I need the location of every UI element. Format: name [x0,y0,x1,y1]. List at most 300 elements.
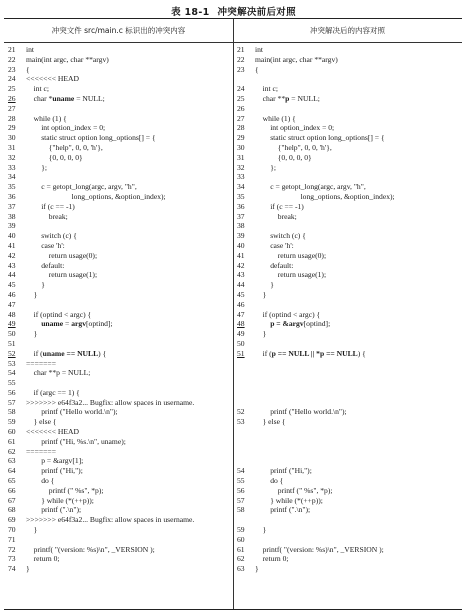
line-number: 48 [8,309,16,319]
right-code-line [237,114,462,124]
line-text [26,65,30,74]
right-code-line [237,251,462,261]
bold-code-fragment: argv [71,319,86,329]
line-text [26,55,109,64]
code-fragment: } [255,329,267,339]
right-code-line [237,564,462,574]
left-code-line [8,496,233,506]
line-text [26,163,47,172]
code-fragment: printf( "(version: %s)\n", _VERSION ); [26,544,155,554]
left-code-line [8,123,233,133]
line-number: 57 [237,495,245,505]
right-code-line [237,515,462,525]
code-fragment: main(int argc, char **argv) [26,54,109,64]
code-fragment: while (1) { [255,113,296,123]
left-code-line [8,300,233,310]
code-fragment: } [26,564,30,574]
line-text [26,515,194,524]
line-number: 73 [8,554,16,564]
line-text [255,476,283,485]
line-text [255,212,297,221]
bold-code-fragment: uname [41,319,64,329]
line-number: 48 [237,319,245,329]
code-fragment: int option_index = 0; [255,123,335,133]
line-number: 37 [237,211,245,221]
line-number: 45 [237,289,245,299]
left-code-line [8,241,233,251]
left-code-line [8,339,233,349]
left-column-header: 冲突文件 src/main.c 标识出的冲突内容 [4,19,233,43]
line-text [26,368,90,377]
left-code-line [8,290,233,300]
right-code-line [237,456,462,466]
line-number: 71 [8,534,16,544]
line-text [26,114,67,123]
right-code-line [237,525,462,535]
code-fragment: } [26,280,45,290]
line-text [255,84,278,93]
line-number: 40 [8,231,16,241]
code-fragment: do { [26,476,55,486]
line-text [255,55,338,64]
line-number: 64 [8,466,16,476]
code-fragment: if (optind < argc) { [26,309,92,319]
line-text [26,290,37,299]
line-text [255,564,259,573]
line-text [26,251,97,260]
code-fragment: int [255,45,264,54]
line-number: 69 [8,515,16,525]
right-code-line [237,388,462,398]
line-number: 31 [8,142,16,152]
code-fragment: } [255,280,274,290]
line-number: 62 [237,554,245,564]
line-text [255,505,310,514]
line-number: 28 [8,113,16,123]
code-fragment: { [255,64,259,74]
line-number: 47 [8,299,16,309]
line-number: 21 [8,45,16,54]
code-fragment: return 0; [26,554,60,564]
line-number: 58 [237,505,245,515]
line-text [255,270,326,279]
line-number: 59 [237,525,245,535]
line-number: 24 [8,74,16,84]
line-text [26,437,126,446]
line-number: 25 [8,84,16,94]
code-fragment: return usage(1); [26,270,98,280]
left-code-line [8,192,233,202]
right-code-line [237,163,462,173]
line-number: 46 [8,289,16,299]
line-text [26,466,83,475]
line-number: 63 [237,564,245,574]
right-code-line [237,505,462,515]
code-fragment: = NULL; [74,93,105,103]
line-text [26,476,54,485]
line-text [26,192,166,201]
line-text [255,94,320,103]
line-number: 36 [237,201,245,211]
code-fragment: printf ("Hi,"); [255,466,312,476]
line-text [26,212,68,221]
right-code-line [237,172,462,182]
line-text [255,231,306,240]
line-number: 43 [8,260,16,270]
line-text [26,359,56,368]
line-text [255,310,320,319]
code-fragment: printf( "(version: %s)\n", _VERSION ); [255,544,384,554]
right-code-line [237,84,462,94]
line-text [255,163,276,172]
code-fragment: }; [255,162,276,172]
line-text [26,84,49,93]
left-code-line [8,486,233,496]
code-fragment: >>>>>>> e64f3a2... Bugfix: allow spaces in username. [26,397,195,407]
line-number: 74 [8,564,16,574]
left-code-line [8,94,233,104]
line-text [26,133,156,142]
comparison-table [4,18,462,610]
code-fragment [26,319,41,328]
table-title: 冲突解决前后对照 [217,7,296,18]
line-number: 40 [237,240,245,250]
left-code-line [8,398,233,408]
line-number: 39 [237,231,245,241]
line-number: 23 [8,64,16,74]
left-code-line [8,515,233,525]
line-number: 29 [8,123,16,133]
right-code-line [237,554,462,564]
code-fragment: printf (" %s", *p); [26,485,104,495]
line-text [26,329,37,338]
left-code-line [8,231,233,241]
line-text [26,153,83,162]
right-code-line [237,65,462,75]
code-fragment: char ** [255,93,286,103]
left-code-line [8,427,233,437]
line-text [255,261,293,270]
line-number: 38 [237,221,245,231]
line-number: 60 [237,534,245,544]
line-number: 50 [237,338,245,348]
code-fragment: int c; [255,84,278,94]
right-code-line [237,398,462,408]
left-code-line [8,143,233,153]
code-fragment: ) { [98,348,107,358]
right-code-line [237,329,462,339]
line-text [26,417,57,426]
left-code-line [8,133,233,143]
table-caption [0,4,467,18]
left-code-line [8,329,233,339]
right-code-line [237,261,462,271]
code-fragment: printf (" %s", *p); [255,485,333,495]
code-fragment: char * [26,93,53,103]
code-fragment: printf ("Hello world.\n"); [255,407,347,417]
line-number: 49 [237,329,245,339]
line-number: 63 [8,456,16,466]
line-number: 44 [237,280,245,290]
line-text [255,202,304,211]
code-fragment: [optind]; [86,319,113,329]
left-code-line [8,84,233,94]
line-text [26,202,75,211]
line-number: 61 [237,544,245,554]
line-number: 51 [8,338,16,348]
left-code-line [8,466,233,476]
code-fragment: { [26,64,30,74]
right-code-line [237,202,462,212]
left-code-line [8,172,233,182]
line-text [255,241,294,250]
right-code-line [237,378,462,388]
line-number: 42 [237,260,245,270]
left-code-line [8,554,233,564]
line-number: 30 [8,133,16,143]
left-code-line [8,45,233,55]
code-fragment: {"help", 0, 0, 'h'}, [26,142,103,152]
line-number: 26 [8,93,16,103]
line-text [26,554,60,563]
line-text [26,525,37,534]
left-code-line [8,378,233,388]
bold-code-fragment: p [285,93,290,103]
code-fragment: printf ("Hi,"); [26,466,83,476]
line-number: 24 [237,84,245,94]
code-fragment: >>>>>>> e64f3a2... Bugfix: allow spaces in username. [26,515,195,525]
code-fragment: <<<<<<< HEAD [26,74,79,84]
line-text [255,114,296,123]
line-number: 38 [8,211,16,221]
line-text [26,388,80,397]
line-number: 47 [237,309,245,319]
code-fragment: while (1) { [26,113,67,123]
code-fragment: p = &argv[1]; [26,456,84,466]
line-number: 52 [237,407,245,417]
line-text [255,545,384,554]
code-fragment: case 'h': [255,240,294,250]
right-code-line [237,104,462,114]
line-text [255,486,333,495]
left-code-line [8,221,233,231]
line-text [26,94,105,103]
left-code-line [8,447,233,457]
right-column-header: 冲突解决后的内容对照 [233,19,462,43]
code-fragment: ======= [26,358,56,368]
left-code-line [8,114,233,124]
line-number: 56 [237,485,245,495]
code-fragment: main(int argc, char **argv) [255,54,338,64]
code-fragment: c = getopt_long(argc, argv, "h", [26,182,137,192]
right-code-line [237,359,462,369]
left-code-line [8,104,233,114]
line-number: 52 [8,348,16,358]
table-number: 表 18-1 [171,7,210,18]
code-fragment: if (c == -1) [255,201,304,211]
left-code-line [8,407,233,417]
code-fragment: int [26,45,35,54]
left-code-line [8,310,233,320]
line-text [26,74,79,83]
code-fragment: return 0; [255,554,289,564]
line-number: 35 [8,182,16,192]
line-number: 54 [8,368,16,378]
bold-code-fragment: p == NULL || *p == NULL [271,348,358,358]
right-code-line [237,368,462,378]
line-number: 56 [8,387,16,397]
line-text [255,349,366,358]
code-fragment: switch (c) { [255,231,306,241]
line-number: 33 [237,172,245,182]
code-fragment: <<<<<<< HEAD [26,427,79,437]
line-number: 70 [8,525,16,535]
code-fragment: break; [26,211,68,221]
code-fragment: static struct option long_options[] = { [26,133,156,143]
right-code-line [237,123,462,133]
code-fragment: }; [26,162,47,172]
right-code-line [237,241,462,251]
right-code-line [237,417,462,427]
right-code-line [237,94,462,104]
left-code-line [8,525,233,535]
line-text [255,407,347,416]
code-fragment: default: [26,260,65,270]
right-code-line [237,466,462,476]
line-number: 68 [8,505,16,515]
code-fragment: } [255,289,267,299]
line-number: 27 [237,113,245,123]
left-code-line [8,349,233,359]
line-number: 49 [8,319,16,329]
line-number: 67 [8,495,16,505]
code-fragment: } else { [26,417,57,427]
left-code-line [8,319,233,329]
conflict-code-column [8,45,233,574]
line-number: 23 [237,64,245,74]
line-number: 55 [237,476,245,486]
right-code-line [237,55,462,65]
code-fragment: printf ("Hi, %s.\n", uname); [26,436,126,446]
code-fragment: [optind]; [303,319,331,329]
bold-code-fragment: p = &argv [270,319,304,329]
line-number: 22 [8,54,16,64]
code-fragment: if (optind < argc) { [255,309,321,319]
left-code-line [8,417,233,427]
code-fragment: long_options, &option_index); [255,191,395,201]
line-number: 37 [8,201,16,211]
line-text [255,45,263,54]
code-fragment: char **p = NULL; [26,368,91,378]
code-fragment: = [63,319,72,329]
right-code-line [237,212,462,222]
line-text [26,486,104,495]
line-number: 51 [237,348,245,358]
line-text [255,554,289,563]
code-fragment: break; [255,211,297,221]
line-number: 26 [237,103,245,113]
line-number: 66 [8,485,16,495]
right-code-line [237,447,462,457]
right-code-line [237,153,462,163]
line-text [255,153,312,162]
left-code-line [8,212,233,222]
line-number: 44 [8,270,16,280]
right-code-line [237,270,462,280]
line-text [26,564,30,573]
code-fragment: int c; [26,84,49,94]
line-number: 41 [8,240,16,250]
code-fragment: } [255,564,259,574]
line-text [26,261,64,270]
right-code-line [237,310,462,320]
code-fragment: return usage(0); [255,250,327,260]
right-code-line [237,290,462,300]
line-number: 35 [237,191,245,201]
line-number: 61 [8,436,16,446]
code-fragment: if (c == -1) [26,201,75,211]
code-fragment: } while (*(++p)); [255,495,323,505]
line-number: 32 [237,162,245,172]
code-fragment: ) { [357,348,366,358]
line-number: 53 [8,358,16,368]
line-text [255,280,274,289]
code-fragment: switch (c) { [26,231,77,241]
line-number: 31 [237,152,245,162]
line-text [26,349,106,358]
line-text [255,466,312,475]
right-code-line [237,349,462,359]
line-number: 43 [237,270,245,280]
code-fragment: } [255,525,267,535]
left-code-line [8,388,233,398]
line-number: 27 [8,103,16,113]
line-number: 72 [8,544,16,554]
line-number: 60 [8,427,16,437]
line-text [255,290,266,299]
code-fragment: } while (*(++p)); [26,495,94,505]
left-code-line [8,182,233,192]
right-code-line [237,476,462,486]
line-number: 21 [237,45,245,54]
left-code-line [8,545,233,555]
right-code-line [237,74,462,84]
line-text [255,143,332,152]
right-code-line [237,486,462,496]
code-fragment: = NULL; [289,93,320,103]
right-code-line [237,143,462,153]
line-text [26,545,155,554]
right-code-line [237,182,462,192]
line-number: 46 [237,299,245,309]
line-text [255,123,334,132]
line-text [26,143,103,152]
right-code-line [237,192,462,202]
line-number: 30 [237,142,245,152]
left-code-line [8,270,233,280]
line-text [26,123,105,132]
code-fragment: if ( [255,348,272,358]
code-fragment: {"help", 0, 0, 'h'}, [255,142,332,152]
code-fragment: case 'h': [26,240,65,250]
line-text [255,496,323,505]
line-number: 34 [8,172,16,182]
line-number: 42 [8,250,16,260]
line-number: 50 [8,329,16,339]
line-text [255,182,366,191]
line-number: 33 [8,162,16,172]
left-code-line [8,251,233,261]
